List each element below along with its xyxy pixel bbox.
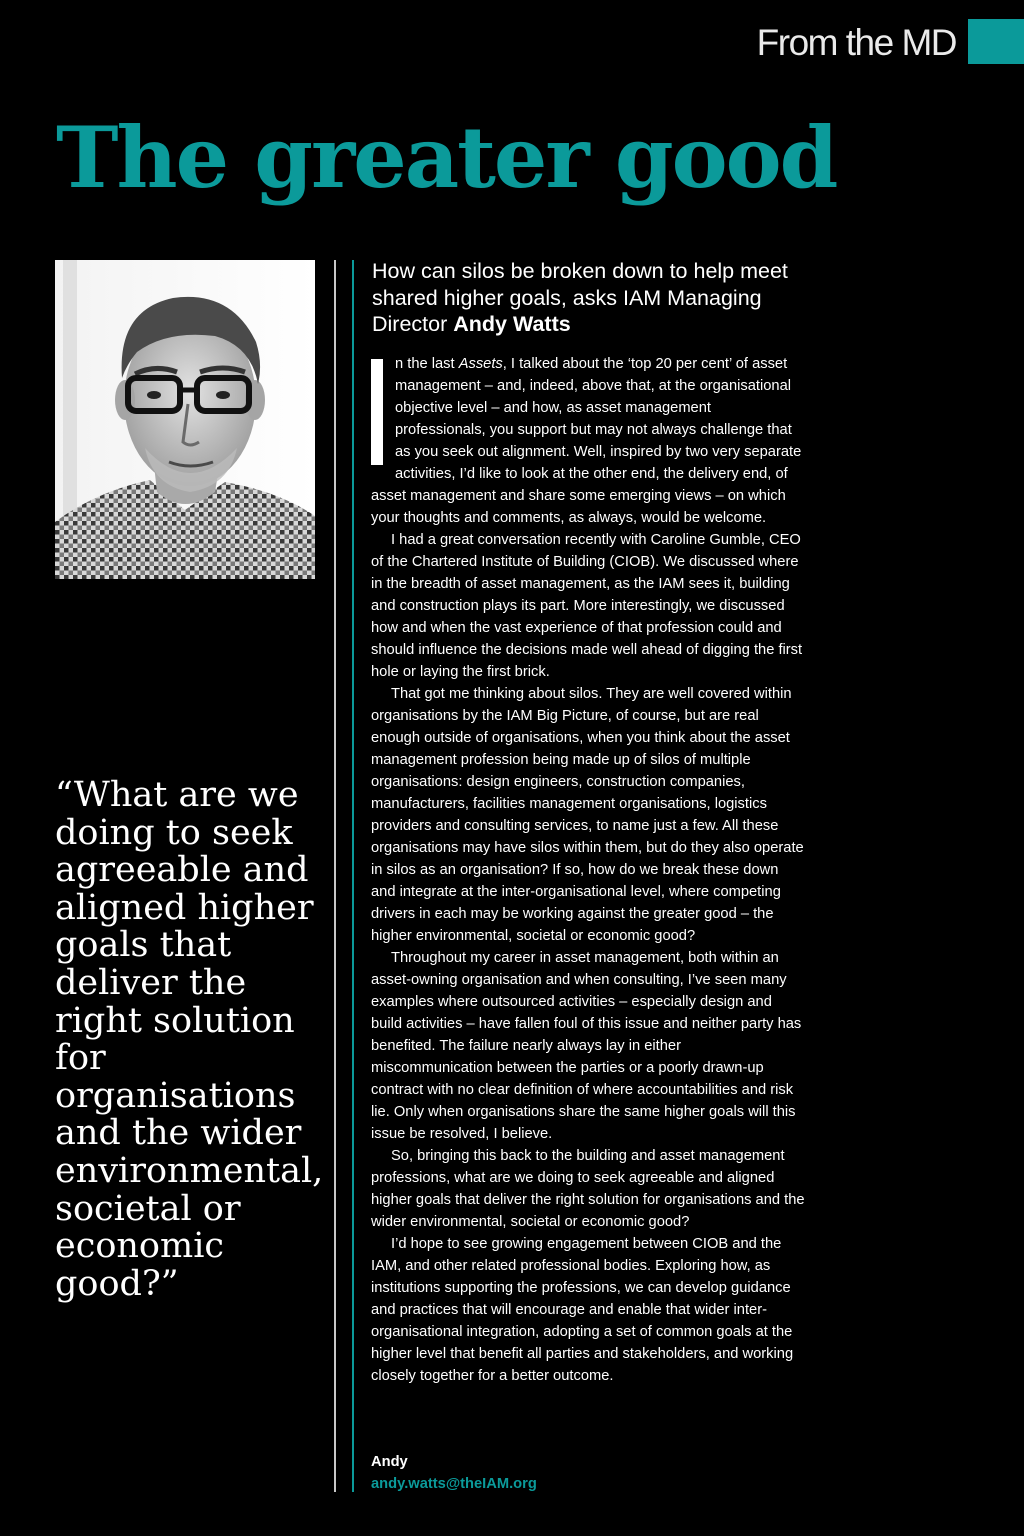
body-paragraph: That got me thinking about silos. They are well covered within organisations by the IAM Big Picture, of course, but are real enough outside of organisations, when you think about the asset management profession being made up of silos of multiple organisations: design engineers, construction companies, manufacturers, facilities management organisations, logistics providers and consulting services, to name just a few. All these organisations may have silos within them, but do they also operate in silos as an organisation? If so, how do we break these down and integrate at the inter-organisational level, where competing drivers in each may be working against the greater good – the higher environmental, societal or economic good? xyxy=(371,686,804,944)
body-paragraph: Throughout my career in asset management, both within an asset-owning organisation and when consulting, I’ve seen many examples where outsourced activities – especially design and build activities – have fallen foul of this issue and neither party has benefited. The failure nearly always lay in either miscommunication between the parties or a poorly drawn-up contract with no clear definition of where accountabilities and risk lie. Only when organisations share the same higher goals will this issue be resolved, I believe. xyxy=(371,950,802,1142)
section-label: From the MD xyxy=(756,22,956,63)
column-divider xyxy=(334,260,336,1492)
accent-column-rule xyxy=(352,260,354,1492)
publication-name: Assets xyxy=(458,356,503,372)
portrait-photo xyxy=(55,260,315,579)
author-email-link[interactable]: andy.watts@theIAM.org xyxy=(371,1476,537,1492)
article-title: The greater good xyxy=(56,108,837,207)
signature-name: Andy xyxy=(371,1454,408,1470)
pull-quote: “What are we doing to seek agreeable and aligned higher goals that deliver the right solution for organisations and the wider environmental, societal or economic good?” xyxy=(55,775,324,1304)
body-paragraph: I had a great conversation recently with Caroline Gumble, CEO of the Chartered Institute of Building (CIOB). We discussed where in the breadth of asset management, as the IAM sees it, building and construction plays its part. More interestingly, we discussed how and when the vast experience of that profession could and should influence the decisions made well ahead of digging the first hole or laying the first brick. xyxy=(371,532,803,680)
paragraph-1-rest: , I talked about the ‘top 20 per cent’ of asset management – and, indeed, above that, at the organisational objective level – and how, as asset management professionals, you support but may not always challenge that as you seek out alignment. Well, inspired by two very separate activities, I’d like to look at the other end, the delivery end, of asset management and share some emerging views – on which your thoughts and comments, as always, would be welcome. xyxy=(371,356,802,526)
body-paragraph: I’d hope to see growing engagement between CIOB and the IAM, and other related professional bodies. Exploring how, as institutions supporting the professions, we can develop guidance and practices that will encourage and enable that wider inter-organisational integration, adopting a set of common goals at the higher level that benefit all parties and stakeholders, and working closely together for a better outcome. xyxy=(371,1236,794,1384)
paragraph-1-start: n the last xyxy=(395,356,459,372)
drop-cap xyxy=(371,359,383,465)
body-paragraph xyxy=(371,353,805,529)
body-paragraph: So, bringing this back to the building and asset management professions, what are we doing to seek agreeable and aligned higher goals that deliver the right solution for organisations and the wider environmental, societal or economic good? xyxy=(371,1148,805,1230)
author-portrait xyxy=(55,260,315,579)
standfirst xyxy=(372,258,842,338)
standfirst-intro: How can silos be broken down to help meet shared higher goals, asks IAM Managing Director xyxy=(372,259,788,336)
standfirst-author: Andy Watts xyxy=(453,312,571,336)
section-accent-block xyxy=(968,19,1024,64)
article-body xyxy=(371,353,805,1387)
